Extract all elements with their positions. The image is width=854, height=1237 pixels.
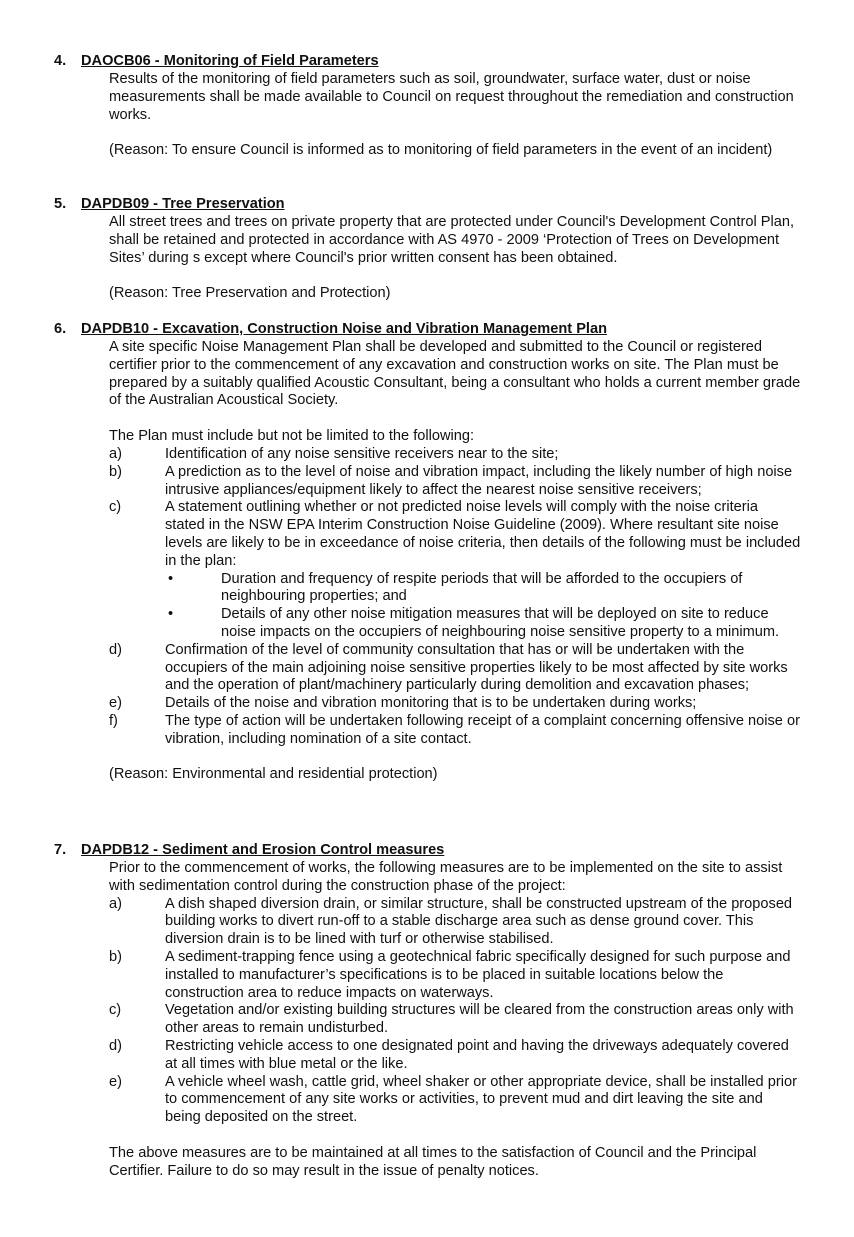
section-title: DAPDB09 - Tree Preservation bbox=[81, 196, 285, 212]
section-reason: (Reason: Tree Preservation and Protection) bbox=[109, 285, 391, 302]
list-item-label: e) bbox=[109, 1073, 122, 1090]
list-item bbox=[109, 446, 801, 464]
list-item bbox=[109, 1074, 801, 1127]
requirements-list bbox=[109, 446, 801, 784]
bullet-text: Details of any other noise mitigation measures that will be deployed on site to reduce noise impacts on the occupiers of neighbouring noise sensitive property to a minimum. bbox=[221, 606, 780, 640]
list-item bbox=[109, 464, 801, 500]
section-title: DAPDB10 - Excavation, Construction Noise and Vibration Management Plan bbox=[81, 321, 608, 337]
list-item-text: A statement outlining whether or not predicted noise levels will comply with the noise criteria stated in the NSW EPA Interim Construction Noise Guideline (2009). Where resultant site noise levels are likely to be in exceedance of noise criteria, then details of the following must be included in the plan: bbox=[165, 499, 801, 569]
list-item bbox=[109, 642, 801, 695]
list-item-text: The type of action will be undertaken following receipt of a complaint concerning offensive noise or vibration, including nomination of a site contact. bbox=[165, 712, 800, 747]
list-item-label: b) bbox=[109, 948, 122, 965]
section-reason: (Reason: To ensure Council is informed as to monitoring of field parameters in the event of an incident) bbox=[109, 142, 773, 159]
list-item-label: a) bbox=[109, 446, 122, 462]
list-item bbox=[109, 1038, 801, 1074]
list-intro: The Plan must include but not be limited to the following: bbox=[109, 427, 475, 444]
list-item-label: c) bbox=[109, 499, 122, 516]
section-number: 4. bbox=[54, 53, 67, 69]
list-item bbox=[109, 896, 801, 949]
bullet-text: Duration and frequency of respite periods that will be afforded to the occupiers of neighbouring properties; and bbox=[221, 570, 743, 605]
list-item-text: Confirmation of the level of community consultation that has or will be undertaken with the occupiers of the main adjoining noise sensitive properties likely to be most affected by site works and the operation of plant/machinery particularly during demolition and excavation phases; bbox=[165, 641, 788, 694]
bullet-icon: • bbox=[168, 606, 174, 623]
list-item bbox=[109, 1002, 801, 1038]
list-item-text: Details of the noise and vibration monitoring that is to be undertaken during works; bbox=[165, 695, 697, 712]
section-reason: (Reason: Environmental and residential protection) bbox=[109, 766, 438, 783]
section-paragraph: All street trees and trees on private property that are protected under Council's Development Control Plan, shall be retained and protected in accordance with AS 4970 - 2009 ‘Protection of Trees on Development Sites’ during s except where Council's prior written consent has been obtained. bbox=[109, 214, 795, 266]
list-item-label: d) bbox=[109, 641, 122, 658]
list-item-text: A sediment-trapping fence using a geotechnical fabric specifically designed for such purpose and installed to manufacturer’s specifications is to be placed in suitable locations below the construction area to reduce impacts on waterways. bbox=[165, 948, 791, 1001]
list-item-text: Vegetation and/or existing building structures will be cleared from the construction areas only with other areas to remain undisturbed. bbox=[165, 1002, 794, 1037]
list-item-text: A dish shaped diversion drain, or similar structure, shall be constructed upstream of the proposed building works to divert run-off to a stable discharge area such as dense ground cover. This diversion drain is to be lined with turf or otherwise stabilised. bbox=[165, 895, 793, 948]
list-item-text: Restricting vehicle access to one designated point and having the driveways adequately covered at all times with blue metal or the like. bbox=[165, 1037, 789, 1072]
list-item bbox=[109, 695, 801, 713]
list-item-label: d) bbox=[109, 1037, 122, 1054]
section-closing: The above measures are to be maintained at all times to the satisfaction of Council and the Principal Certifier. Failure to do so may result in the issue of penalty notices. bbox=[109, 1144, 757, 1179]
section-body bbox=[109, 71, 809, 160]
list-item-label: c) bbox=[109, 1002, 122, 1019]
list-item-label: b) bbox=[109, 463, 122, 480]
section-body bbox=[109, 214, 809, 303]
list-item bbox=[109, 949, 801, 1002]
bullet-icon: • bbox=[168, 570, 174, 587]
section-number: 5. bbox=[54, 196, 67, 212]
section-body bbox=[109, 339, 809, 446]
bullet-item bbox=[109, 606, 801, 642]
list-item bbox=[109, 713, 801, 749]
list-item bbox=[109, 499, 801, 570]
list-item-label: f) bbox=[109, 712, 118, 729]
list-item-text: A vehicle wheel wash, cattle grid, wheel shaker or other appropriate device, shall be installed prior to commencement of any site works or activities, to prevent mud and dirt leaving the site and being deposited on the street. bbox=[165, 1073, 797, 1126]
section-title: DAPDB12 - Sediment and Erosion Control measures bbox=[81, 842, 445, 858]
section-title: DAOCB06 - Monitoring of Field Parameters bbox=[81, 53, 379, 69]
list-item-label: e) bbox=[109, 695, 122, 712]
section-number: 7. bbox=[54, 842, 67, 858]
section-paragraph: A site specific Noise Management Plan shall be developed and submitted to the Council or registered certifier prior to the commencement of any excavation and construction works on site. The Plan must be prepared by a suitably qualified Acoustic Consultant, being a consultant who holds a current member grade of the Australian Acoustical Society. bbox=[109, 339, 801, 409]
section-paragraph: Results of the monitoring of field parameters such as soil, groundwater, surface water, dust or noise measurements shall be made available to Council on request throughout the remediation and construction works. bbox=[109, 71, 794, 123]
section-body bbox=[109, 860, 801, 1180]
list-item-text: A prediction as to the level of noise and vibration impact, including the likely number of high noise intrusive appliances/equipment likely to affect the nearest noise sensitive receivers; bbox=[165, 463, 793, 498]
list-item-text: Identification of any noise sensitive receivers near to the site; bbox=[165, 446, 559, 462]
section-number: 6. bbox=[54, 321, 67, 337]
section-paragraph: Prior to the commencement of works, the following measures are to be implemented on the site to assist with sedimentation control during the construction phase of the project: bbox=[109, 860, 783, 894]
list-item-label: a) bbox=[109, 895, 122, 912]
bullet-item bbox=[109, 571, 801, 607]
